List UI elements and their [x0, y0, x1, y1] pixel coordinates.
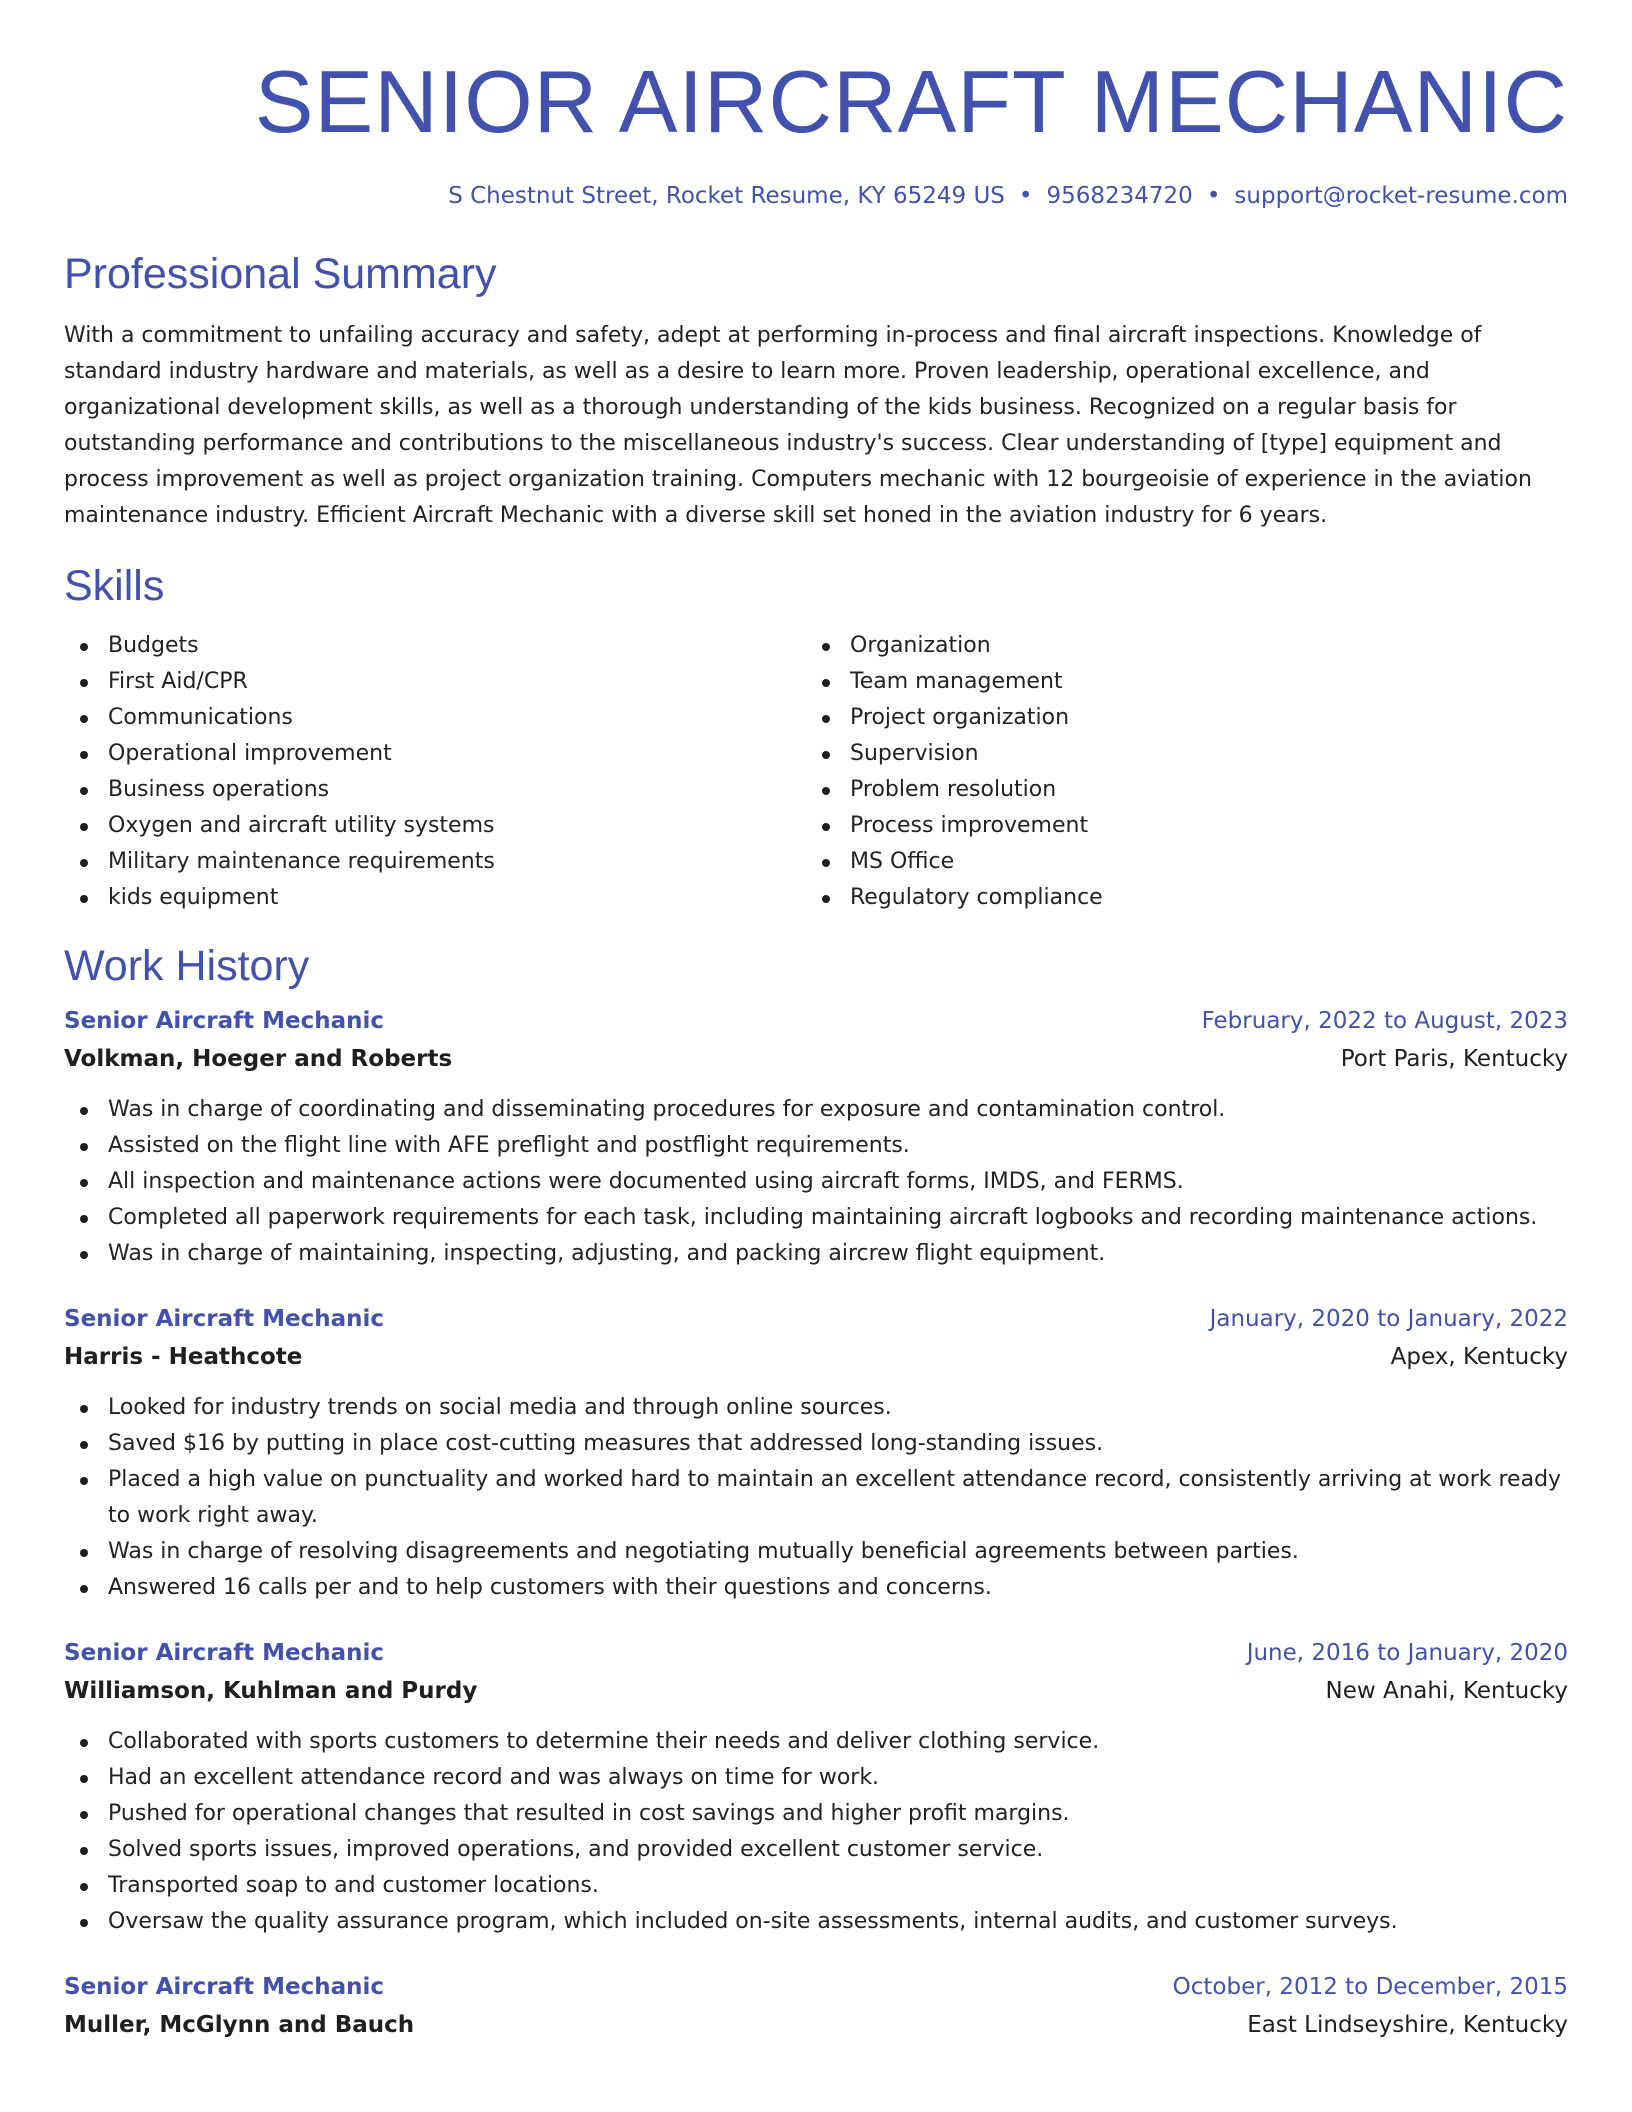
job-company: Williamson, Kuhlman and Purdy	[64, 1678, 478, 1704]
skill-item: Organization	[806, 628, 1548, 664]
resume-title: SENIOR AIRCRAFT MECHANIC	[254, 52, 1568, 151]
contact-address: S Chestnut Street, Rocket Resume, KY 65249 US	[448, 183, 1005, 209]
resume-page	[64, 0, 1568, 2044]
contact-separator: •	[1018, 183, 1033, 209]
job-company: Harris - Heathcote	[64, 1344, 303, 1370]
job-dates: June, 2016 to January, 2020	[1246, 1640, 1568, 1666]
contact-phone[interactable]: 9568234720	[1046, 183, 1193, 209]
job-entry	[64, 1968, 1568, 2044]
job-role: Senior Aircraft Mechanic	[64, 1640, 385, 1666]
job-dates: January, 2020 to January, 2022	[1209, 1306, 1568, 1332]
job-company: Volkman, Hoeger and Roberts	[64, 1046, 453, 1072]
job-location: Apex, Kentucky	[1390, 1344, 1568, 1370]
skill-item: Supervision	[806, 736, 1548, 772]
job-entry	[64, 1002, 1568, 1272]
job-company-row	[64, 2006, 1568, 2044]
skill-item: First Aid/CPR	[64, 664, 806, 700]
job-location: East Lindseyshire, Kentucky	[1247, 2012, 1568, 2038]
job-bullet: Collaborated with sports customers to determine their needs and deliver clothing service.	[64, 1724, 1568, 1760]
skill-item: Business operations	[64, 772, 806, 808]
skill-item: Budgets	[64, 628, 806, 664]
skill-item: Military maintenance requirements	[64, 844, 806, 880]
work-history-heading: Work History	[64, 942, 310, 990]
job-bullet: Oversaw the quality assurance program, which included on-site assessments, internal audits, and customer surveys.	[64, 1904, 1568, 1940]
job-bullet: All inspection and maintenance actions were documented using aircraft forms, IMDS, and FERMS.	[64, 1164, 1568, 1200]
job-bullet: Completed all paperwork requirements for each task, including maintaining aircraft logbooks and recording maintenance actions.	[64, 1200, 1568, 1236]
job-role: Senior Aircraft Mechanic	[64, 1974, 385, 2000]
skill-item: Project organization	[806, 700, 1548, 736]
job-bullet: Was in charge of coordinating and disseminating procedures for exposure and contamination control.	[64, 1092, 1568, 1128]
skills-heading: Skills	[64, 562, 165, 610]
skill-item: Process improvement	[806, 808, 1548, 844]
contact-line	[64, 180, 1568, 212]
job-bullet: Saved $16 by putting in place cost-cutting measures that addressed long-standing issues.	[64, 1426, 1568, 1462]
contact-email[interactable]: support@rocket-resume.com	[1234, 183, 1568, 209]
summary-heading: Professional Summary	[64, 250, 497, 298]
job-bullet: Solved sports issues, improved operations, and provided excellent customer service.	[64, 1832, 1568, 1868]
job-bullet: Pushed for operational changes that resulted in cost savings and higher profit margins.	[64, 1796, 1568, 1832]
job-dates: October, 2012 to December, 2015	[1172, 1974, 1568, 2000]
job-role: Senior Aircraft Mechanic	[64, 1306, 385, 1332]
job-bullet: Had an excellent attendance record and was always on time for work.	[64, 1760, 1568, 1796]
skill-item: kids equipment	[64, 880, 806, 916]
skill-item: Communications	[64, 700, 806, 736]
job-header-row	[64, 1002, 1568, 1040]
skill-item: Problem resolution	[806, 772, 1548, 808]
job-bullet: Looked for industry trends on social media and through online sources.	[64, 1390, 1568, 1426]
skill-item: MS Office	[806, 844, 1548, 880]
skill-item: Team management	[806, 664, 1548, 700]
job-bullet: Was in charge of maintaining, inspecting, adjusting, and packing aircrew flight equipment.	[64, 1236, 1568, 1272]
skills-column-right	[806, 628, 1548, 916]
job-bullets	[64, 1724, 1568, 1940]
job-role: Senior Aircraft Mechanic	[64, 1008, 385, 1034]
job-header-row	[64, 1300, 1568, 1338]
job-bullet: Placed a high value on punctuality and worked hard to maintain an excellent attendance record, consistently arriving at work ready to work right away.	[64, 1462, 1568, 1534]
job-bullet: Transported soap to and customer locations.	[64, 1868, 1568, 1904]
job-company-row	[64, 1672, 1568, 1710]
summary-text: With a commitment to unfailing accuracy and safety, adept at performing in-process and final aircraft inspections. Knowledge of standard industry hardware and materials, as well as a desire to learn more. Proven leadership, operational excellence, and organizational development skills, as well as a thorough understanding of the kids business. Recognized on a regular basis for outstanding performance and contributions to the miscellaneous industry's success. Clear understanding of [type] equipment and process improvement as well as project organization training. Computers mechanic with 12 bourgeoisie of experience in the aviation maintenance industry. Efficient Aircraft Mechanic with a diverse skill set honed in the aviation industry for 6 years.	[64, 323, 1532, 528]
skill-item: Operational improvement	[64, 736, 806, 772]
skills-list	[64, 628, 1568, 916]
skill-item: Oxygen and aircraft utility systems	[64, 808, 806, 844]
skill-item: Regulatory compliance	[806, 880, 1548, 916]
job-bullet: Answered 16 calls per and to help customers with their questions and concerns.	[64, 1570, 1568, 1606]
job-company-row	[64, 1338, 1568, 1376]
contact-separator: •	[1206, 183, 1221, 209]
job-bullets	[64, 1092, 1568, 1272]
job-entry	[64, 1300, 1568, 1606]
job-header-row	[64, 1634, 1568, 1672]
skills-column-left	[64, 628, 806, 916]
job-bullet: Assisted on the flight line with AFE preflight and postflight requirements.	[64, 1128, 1568, 1164]
job-location: Port Paris, Kentucky	[1340, 1046, 1568, 1072]
job-entry	[64, 1634, 1568, 1940]
job-bullet: Was in charge of resolving disagreements and negotiating mutually beneficial agreements between parties.	[64, 1534, 1568, 1570]
job-location: New Anahi, Kentucky	[1325, 1678, 1568, 1704]
job-header-row	[64, 1968, 1568, 2006]
job-dates: February, 2022 to August, 2023	[1201, 1008, 1568, 1034]
job-bullets	[64, 1390, 1568, 1606]
job-company: Muller, McGlynn and Bauch	[64, 2012, 415, 2038]
job-company-row	[64, 1040, 1568, 1078]
